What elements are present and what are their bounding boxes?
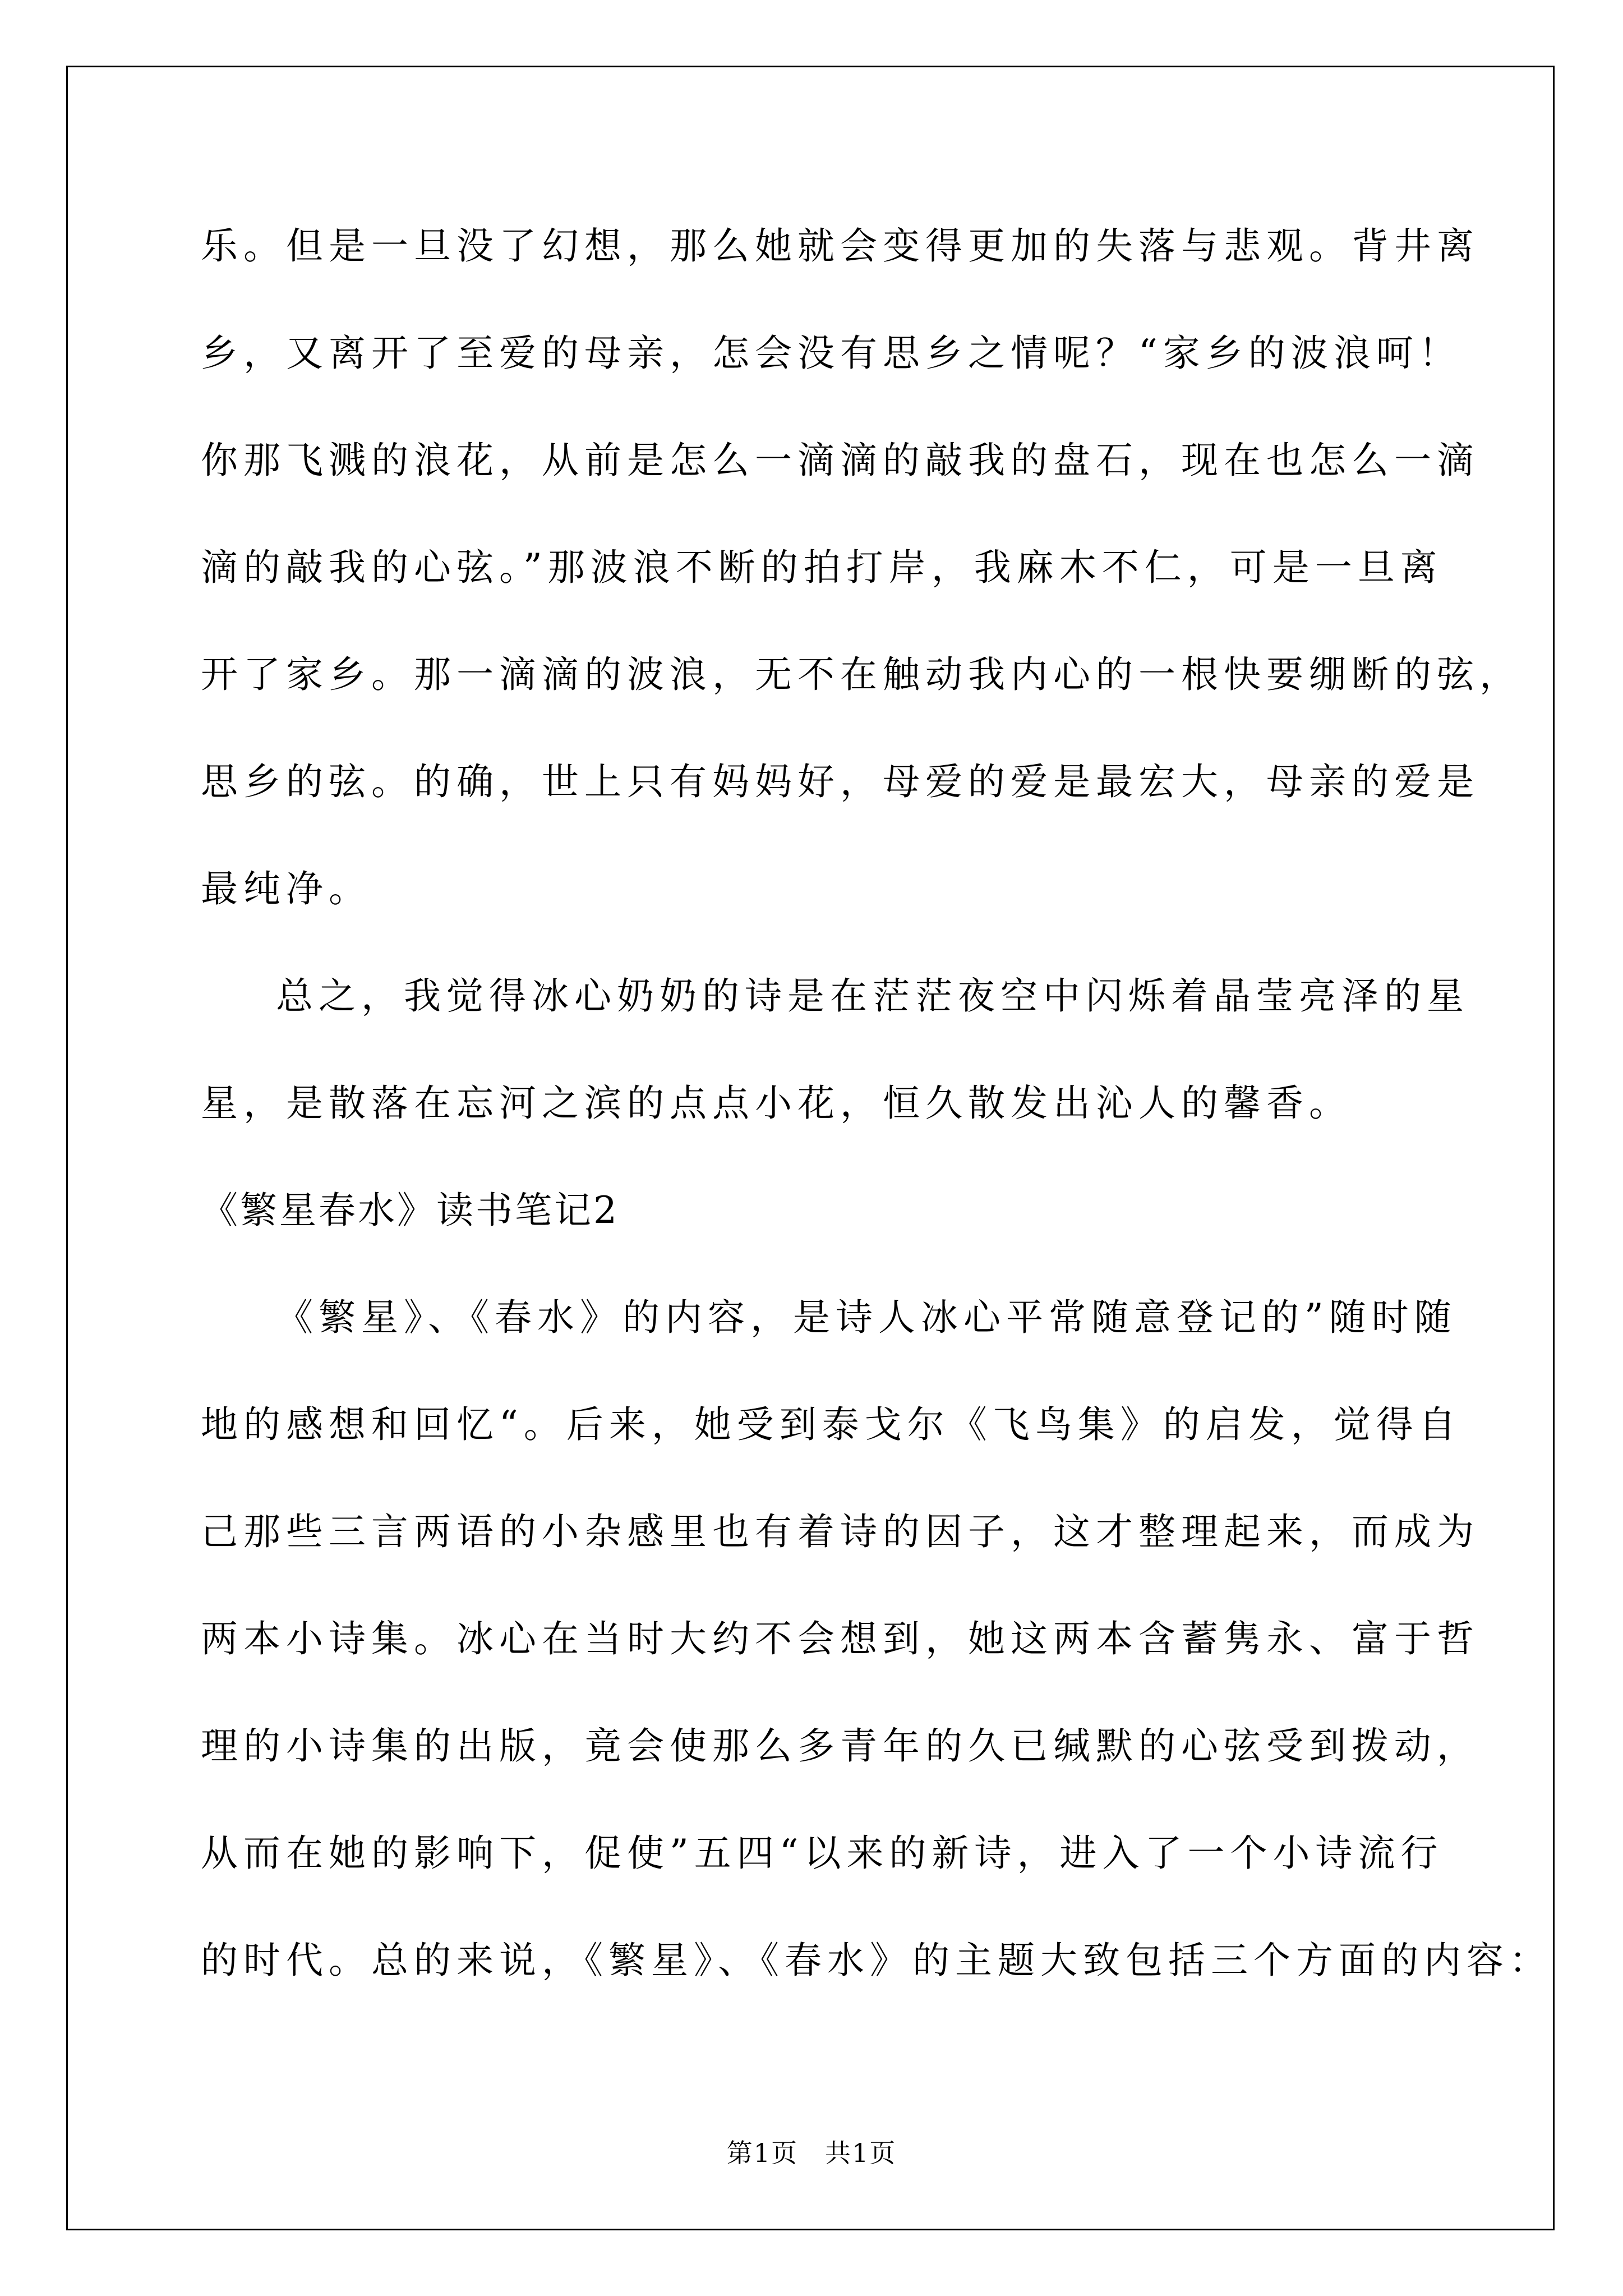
text-line: 星，是散落在忘河之滨的点点小花，恒久散发出沁人的馨香。 [201,1082,1352,1125]
text-line: 己那些三言两语的小杂感里也有着诗的因子，这才整理起来，而成为 [201,1510,1479,1553]
text-line: 从而在她的影响下，促使”五四“以来的新诗，进入了一个小诗流行 [201,1832,1444,1875]
text-line: 总之，我觉得冰心奶奶的诗是在茫茫夜空中闪烁着晶莹亮泽的星 [276,974,1469,1018]
text-line: 你那飞溅的浪花，从前是怎么一滴滴的敲我的盘石，现在也怎么一滴 [201,439,1479,482]
text-line: 最纯净。 [201,867,371,910]
text-line: 乐。但是一旦没了幻想，那么她就会变得更加的失落与悲观。背井离 [201,224,1479,268]
text-line: 思乡的弦。的确，世上只有妈妈好，母爱的爱是最宏大，母亲的爱是 [201,760,1479,803]
text-line: 的时代。总的来说，《繁星》、《春水》的主题大致包括三个方面的内容： [201,1939,1552,1982]
text-line: 《繁星》、《春水》的内容，是诗人冰心平常随意登记的”随时随 [276,1296,1457,1339]
page-footer: 第1页 共1页 [726,2138,897,2168]
page-border [66,66,1555,2230]
text-line: 理的小诗集的出版，竟会使那么多青年的久已缄默的心弦受到拨动， [201,1724,1479,1768]
text-line: 地的感想和回忆“。后来，她受到泰戈尔《飞鸟集》的启发，觉得自 [201,1403,1461,1446]
text-line: 开了家乡。那一滴滴的波浪，无不在触动我内心的一根快要绷断的弦， [201,653,1522,696]
text-line: 两本小诗集。冰心在当时大约不会想到，她这两本含蓄隽永、富于哲 [201,1617,1479,1660]
text-line: 滴的敲我的心弦。”那波浪不断的拍打岸，我麻木不仁，可是一旦离 [201,546,1443,589]
text-line: 乡，又离开了至爱的母亲，怎会没有思乡之情呢？“家乡的波浪呵！ [201,332,1461,375]
section-heading: 《繁星春水》读书笔记2 [201,1189,619,1232]
